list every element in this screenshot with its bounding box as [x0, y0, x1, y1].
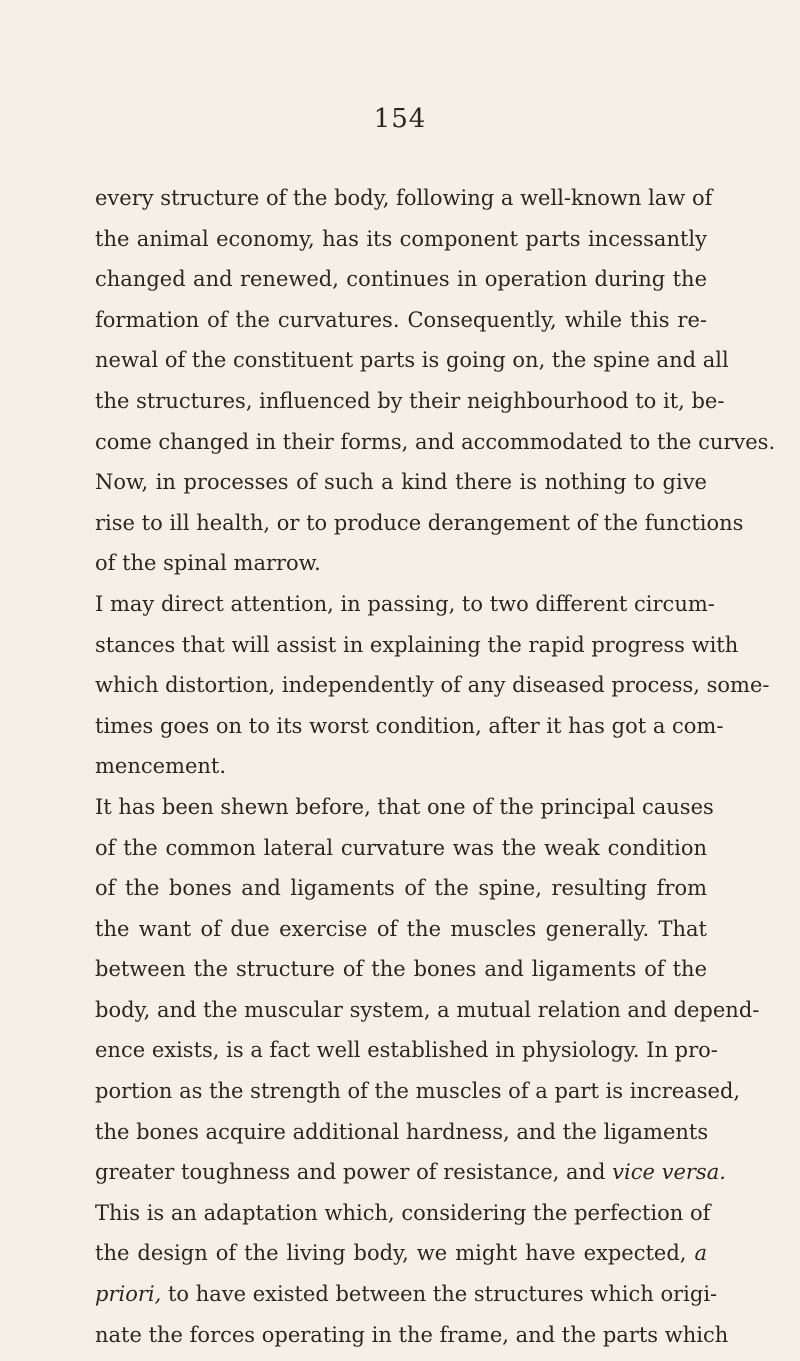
text-line: formation of the curvatures. Consequently, while this re-	[95, 307, 707, 332]
text-line: of the bones and ligaments of the spine, resulting from	[95, 876, 707, 901]
text-line: between the structure of the bones and ligaments of the	[95, 957, 707, 982]
text-line: portion as the strength of the muscles of a part is increased,	[95, 1079, 741, 1104]
text-line: changed and renewed, continues in operation during the	[95, 267, 707, 292]
text-line	[95, 1233, 707, 1274]
body-text	[95, 178, 776, 1355]
text-segment: nate the forces operating in the frame, and the parts which	[95, 1322, 729, 1347]
text-line: It has been shewn before, that one of the principal causes	[95, 794, 714, 819]
text-line	[95, 1274, 718, 1315]
text-line	[95, 1152, 726, 1193]
italic-text: priori,	[95, 1282, 162, 1307]
text-line: body, and the muscular system, a mutual relation and depend-	[95, 997, 760, 1022]
text-line	[95, 1315, 729, 1356]
page-number: 154	[373, 104, 427, 134]
text-line: every structure of the body, following a well-known law of	[95, 186, 713, 210]
text-line: of the common lateral curvature was the weak condition	[95, 835, 707, 860]
text-line: times goes on to its worst condition, after it has got a com-	[95, 713, 724, 738]
text-lines-with-italics	[95, 1152, 729, 1355]
text-line: newal of the constituent parts is going on, the spine and all	[95, 348, 729, 373]
text-segment: the design of the living body, we might have expected,	[95, 1241, 695, 1266]
text-line: of the spinal marrow.	[95, 551, 321, 576]
text-line: the bones acquire additional hardness, and the ligaments	[95, 1119, 709, 1144]
text-line	[95, 1193, 711, 1234]
text-line: stances that will assist in explaining the rapid progress with	[95, 632, 739, 657]
text-lines	[95, 178, 776, 1152]
text-line: ence exists, is a fact well established in physiology. In pro-	[95, 1038, 718, 1063]
text-line: the animal economy, has its component parts incessantly	[95, 226, 707, 251]
italic-text: vice versa.	[612, 1160, 726, 1185]
text-segment: This is an adaptation which, considering the perfection of	[95, 1200, 711, 1225]
text-segment: greater toughness and power of resistance, and	[95, 1160, 613, 1185]
text-line: mencement.	[95, 754, 227, 779]
text-line: come changed in their forms, and accommodated to the curves.	[95, 429, 776, 454]
text-line: Now, in processes of such a kind there is nothing to give	[95, 470, 707, 495]
text-line: rise to ill health, or to produce derangement of the functions	[95, 510, 744, 535]
text-line: I may direct attention, in passing, to two different circum-	[95, 591, 715, 616]
text-line: which distortion, independently of any diseased process, some-	[95, 673, 770, 698]
text-segment: to have existed between the structures which origi-	[161, 1282, 718, 1307]
text-line: the want of due exercise of the muscles generally. That	[95, 916, 707, 941]
text-line: the structures, influenced by their neighbourhood to it, be-	[95, 388, 725, 413]
italic-text: a	[694, 1241, 707, 1266]
